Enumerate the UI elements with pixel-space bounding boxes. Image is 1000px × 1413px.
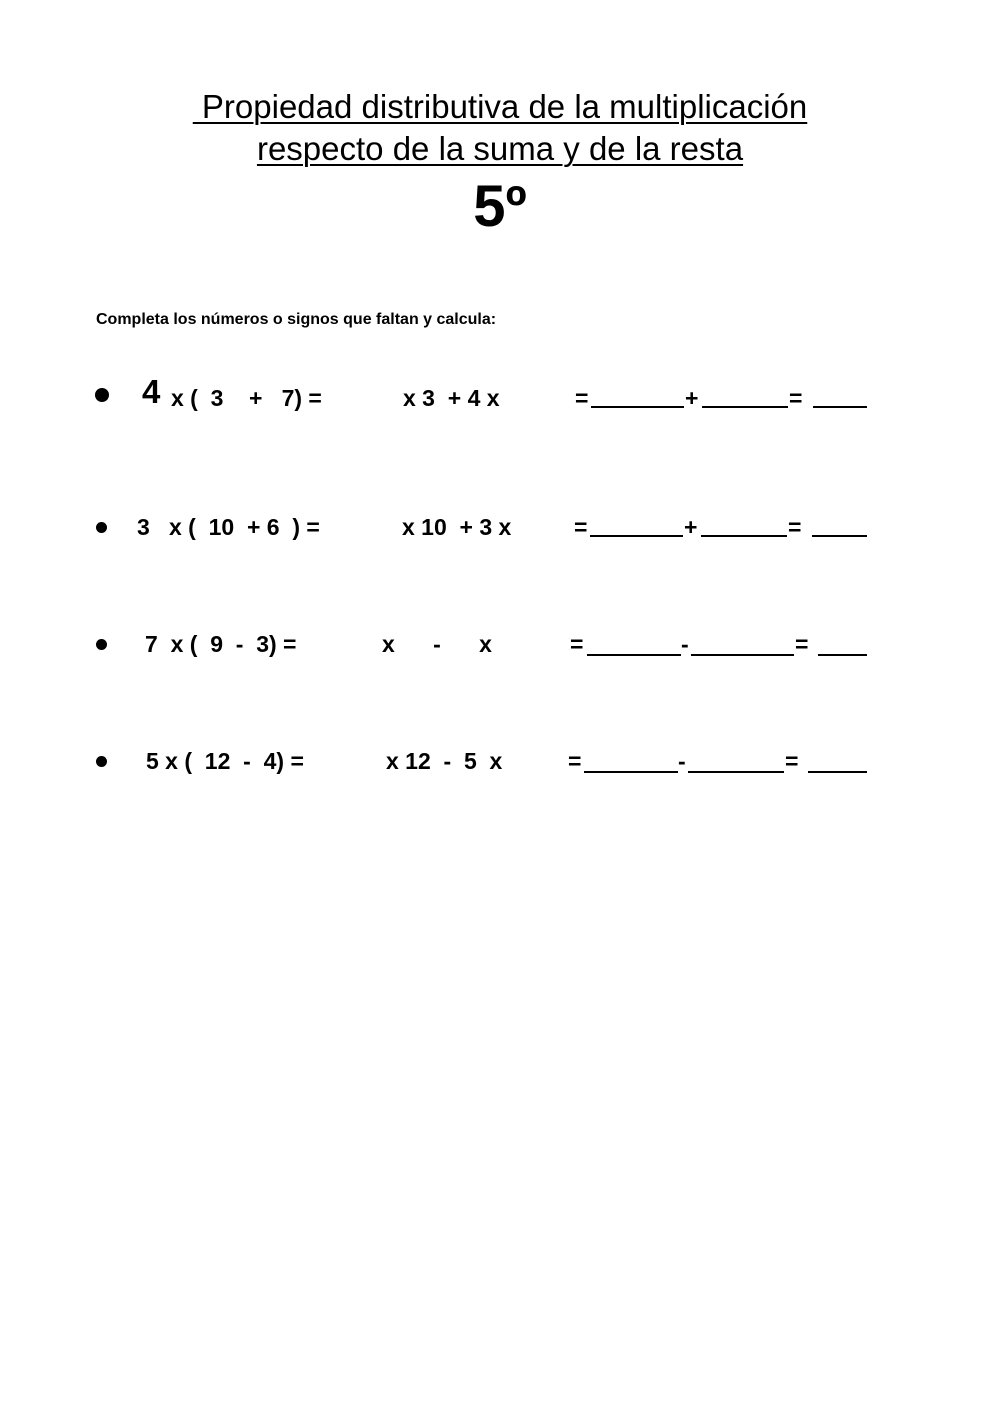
result-blank[interactable]	[813, 406, 867, 408]
partial-products: x 12 - 5 x	[386, 748, 503, 774]
answer-blank-2[interactable]	[688, 771, 784, 773]
operator-sign: +	[684, 514, 698, 540]
expression: 7 x ( 9 - 3) =	[145, 631, 297, 657]
equals-sign: =	[570, 631, 584, 657]
result-blank[interactable]	[812, 535, 867, 537]
partial-products: x 3 + 4 x	[403, 385, 500, 411]
equals-sign: =	[568, 748, 582, 774]
equals-sign: =	[574, 514, 588, 540]
answer-blank-1[interactable]	[591, 406, 684, 408]
answer-blank-2[interactable]	[701, 535, 787, 537]
operator-sign: -	[681, 631, 689, 657]
factor: 4	[142, 373, 161, 410]
title-line-2: respecto de la suma y de la resta	[256, 130, 744, 167]
partial-products: x 10 + 3 x	[402, 514, 512, 540]
title-line-1: Propiedad distributiva de la multiplicación	[192, 88, 808, 125]
expression: 3 x ( 10 + 6 ) =	[137, 514, 320, 540]
instructions: Completa los números o signos que faltan y calcula:	[96, 311, 497, 328]
equals-sign-2: =	[788, 514, 802, 540]
expression: 5 x ( 12 - 4) =	[146, 748, 304, 774]
partial-products: x - x	[382, 631, 492, 657]
equals-sign-2: =	[795, 631, 809, 657]
answer-blank-1[interactable]	[587, 654, 681, 656]
bullet-icon	[96, 639, 107, 650]
answer-blank-1[interactable]	[590, 535, 683, 537]
answer-blank-2[interactable]	[702, 406, 788, 408]
answer-blank-2[interactable]	[691, 654, 794, 656]
answer-blank-1[interactable]	[584, 771, 678, 773]
result-blank[interactable]	[818, 654, 867, 656]
bullet-icon	[95, 388, 109, 402]
equals-sign: =	[575, 385, 589, 411]
result-blank[interactable]	[808, 771, 867, 773]
operator-sign: +	[685, 385, 699, 411]
operator-sign: -	[678, 748, 686, 774]
equals-sign-2: =	[785, 748, 799, 774]
expression: x ( 3 + 7) =	[171, 385, 322, 411]
equals-sign-2: =	[789, 385, 803, 411]
bullet-icon	[96, 756, 107, 767]
bullet-icon	[96, 522, 107, 533]
grade-label: 5º	[473, 174, 527, 239]
